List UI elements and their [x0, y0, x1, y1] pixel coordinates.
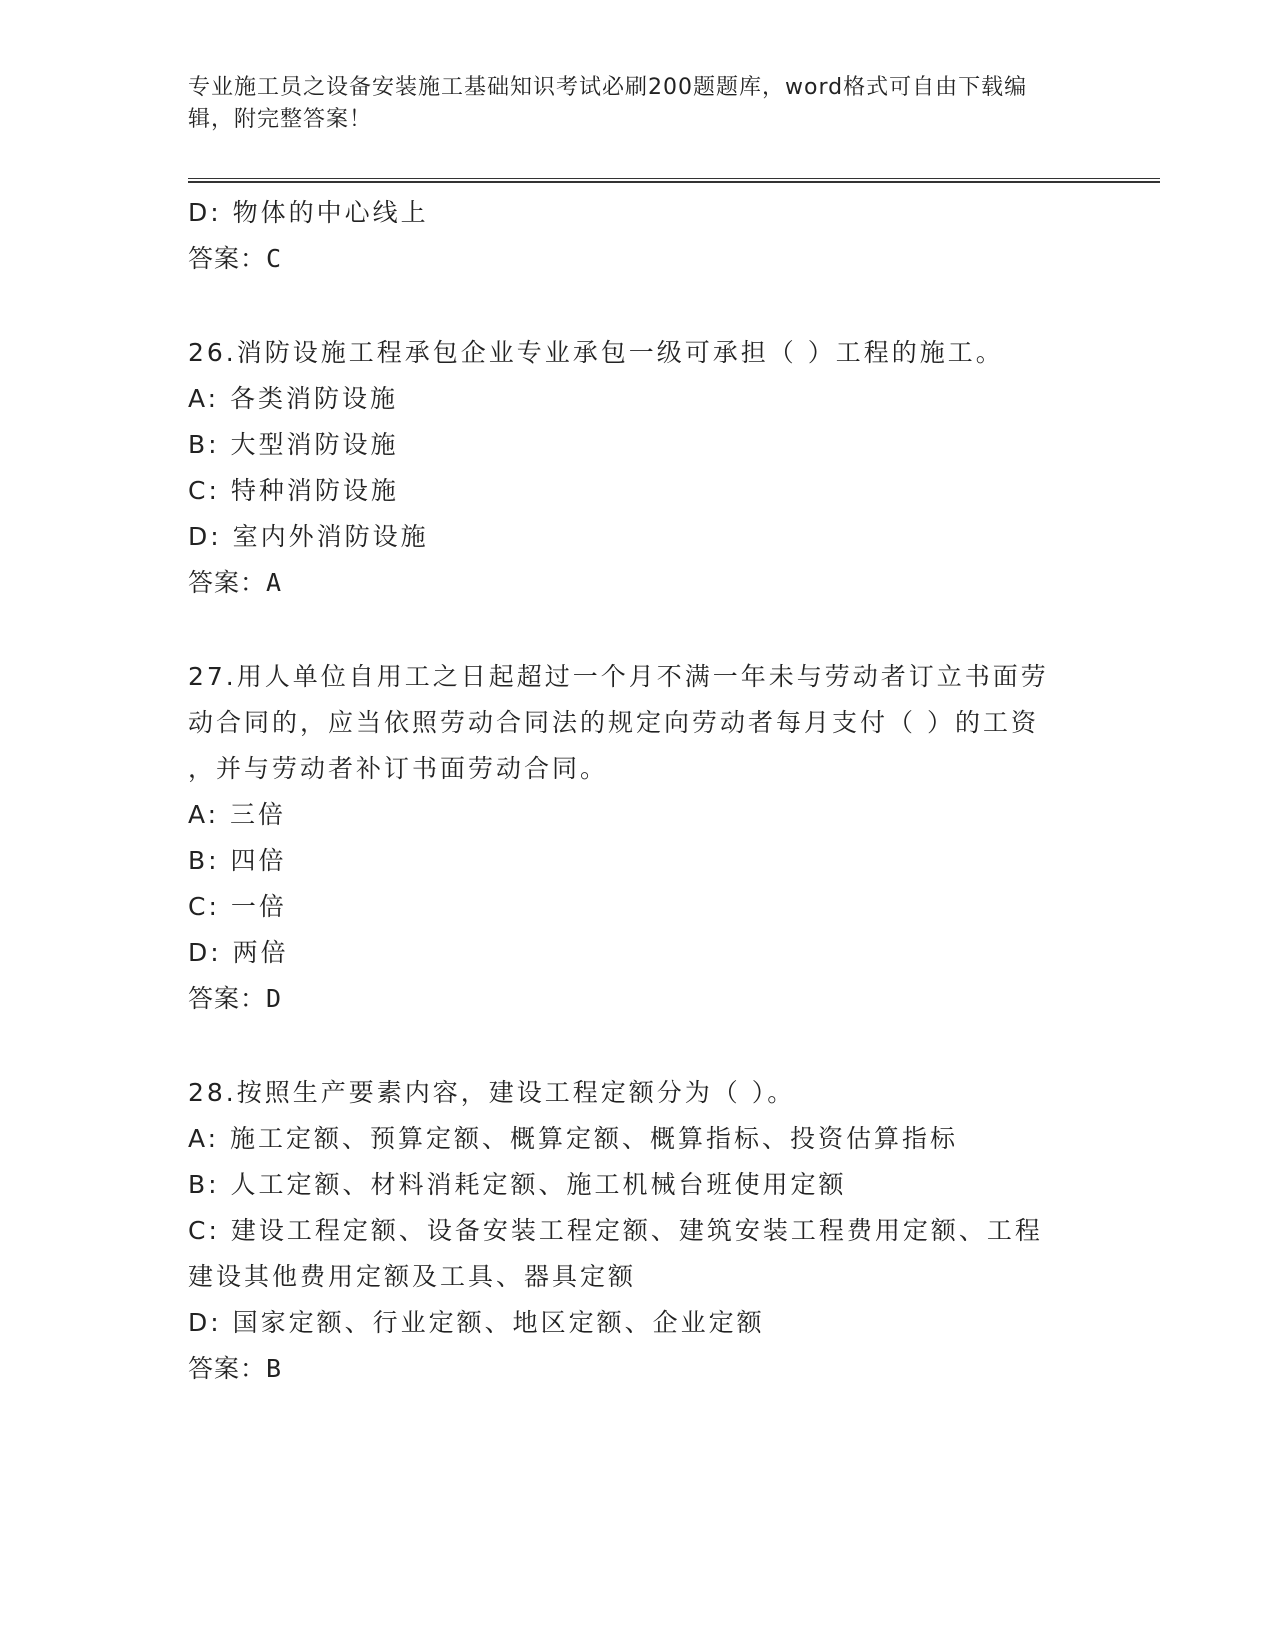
option-d: D: 室内外消防设施: [188, 522, 429, 551]
question-stem: 26.消防设施工程承包企业专业承包一级可承担（ ）工程的施工。: [188, 338, 1004, 367]
question-26: [188, 330, 1088, 606]
option-c: C: 特种消防设施: [188, 476, 399, 505]
answer-label: 答案：: [188, 244, 267, 273]
answer-label: 答案：: [188, 984, 267, 1013]
answer-line: [188, 560, 1088, 606]
question-stem-line-3: ，并与劳动者补订书面劳动合同。: [188, 754, 609, 783]
question-stem: 28.按照生产要素内容，建设工程定额分为（ ）。: [188, 1078, 796, 1107]
option-b: B: 四倍: [188, 846, 287, 875]
option-c-line-2: 建设其他费用定额及工具、器具定额: [188, 1262, 637, 1291]
answer-line: [188, 1346, 1088, 1392]
question-27: [188, 654, 1088, 1022]
document-body: [188, 190, 1088, 1392]
document-title: 专业施工员之设备安装施工基础知识考试必刷200题题库，word格式可自由下载编辑，附完整答案！: [188, 75, 1028, 132]
answer-label: 答案：: [188, 1354, 267, 1383]
option-c-line-1: C: 建设工程定额、设备安装工程定额、建筑安装工程费用定额、工程: [188, 1216, 1043, 1245]
option-c: C: 一倍: [188, 892, 287, 921]
answer-line: [188, 976, 1088, 1022]
question-stem-line-1: 27.用人单位自用工之日起超过一个月不满一年未与劳动者订立书面劳: [188, 662, 1049, 691]
answer-value: D: [266, 984, 283, 1013]
prev-question: [188, 190, 1088, 282]
option-a: A: 各类消防设施: [188, 384, 399, 413]
answer-line: [188, 236, 1088, 282]
answer-value: A: [266, 568, 283, 597]
option-d: D: 国家定额、行业定额、地区定额、企业定额: [188, 1308, 765, 1337]
answer-label: 答案：: [188, 568, 267, 597]
header-divider: [188, 178, 1160, 183]
option-a: A: 施工定额、预算定额、概算定额、概算指标、投资估算指标: [188, 1124, 959, 1153]
answer-value: B: [266, 1354, 283, 1383]
document-header: [188, 72, 1068, 136]
answer-value: C: [266, 244, 283, 273]
question-stem-line-2: 动合同的，应当依照劳动合同法的规定向劳动者每月支付（ ）的工资: [188, 708, 1039, 737]
option-d: D: 两倍: [188, 938, 289, 967]
option-b: B: 大型消防设施: [188, 430, 399, 459]
question-28: [188, 1070, 1088, 1392]
option-a: A: 三倍: [188, 800, 287, 829]
option-d: D: 物体的中心线上: [188, 198, 429, 227]
option-b: B: 人工定额、材料消耗定额、施工机械台班使用定额: [188, 1170, 847, 1199]
